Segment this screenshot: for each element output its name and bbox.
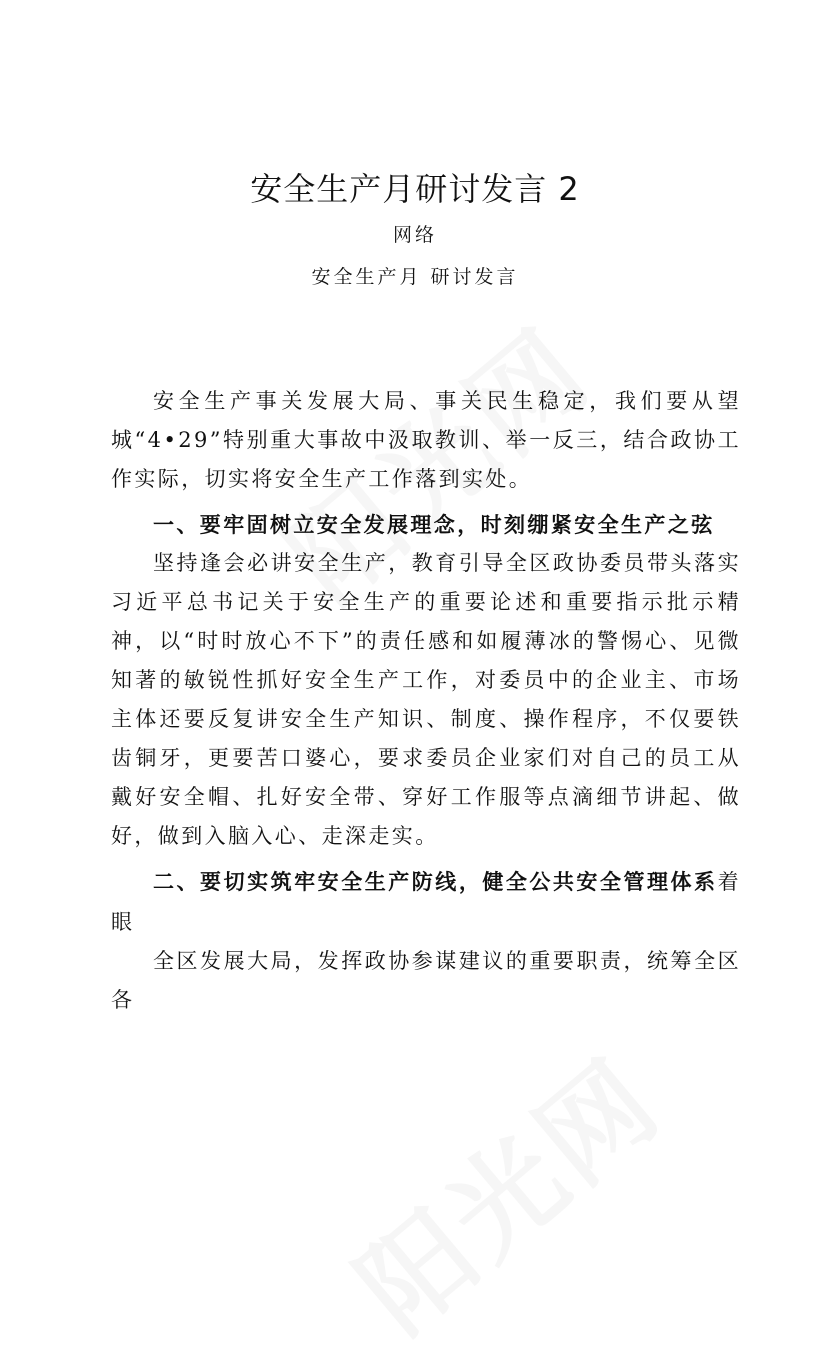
watermark xyxy=(320,1017,688,1361)
section-paragraph-2: 全区发展大局，发挥政协参谋建议的重要职责，统筹全区各 xyxy=(111,949,741,1012)
section-heading-2-tail: 着眼 xyxy=(111,870,741,934)
page-title: 安全生产月研讨发言 2 xyxy=(250,170,580,208)
section-heading-1: 一、要牢固树立安全发展理念，时刻绷紧安全生产之弦 xyxy=(153,512,715,537)
section-heading-2: 二、要切实筑牢安全生产防线，健全公共安全管理体系 xyxy=(153,869,718,894)
author: 网络 xyxy=(392,224,437,246)
document-body xyxy=(111,382,741,1020)
section-paragraph-1: 坚持逢会必讲安全生产，教育引导全区政协委员带头落实习近平总书记关于安全生产的重要论述和重要指示批示精神，以“时时放心不下”的责任感和如履薄冰的警惕心、见微知著的敏锐性抓好安全生产工作，对委员中的企业主、市场主体还要反复讲安全生产知识、制度、操作程序，不仅要铁齿铜牙，更要苦口婆心，要求委员企业家们对自己的员工从戴好安全帽、扎好安全带、穿好工作服等点滴细节讲起、做好，做到入脑入心、走深走实。 xyxy=(111,551,741,848)
intro-paragraph: 安全生产事关发展大局、事关民生稳定，我们要从望城“4•29”特别重大事故中汲取教训、举一反三，结合政协工作实际，切实将安全生产工作落到实处。 xyxy=(111,389,741,491)
section-heading-2-line xyxy=(111,862,741,942)
keywords: 安全生产月 研讨发言 xyxy=(311,266,519,288)
